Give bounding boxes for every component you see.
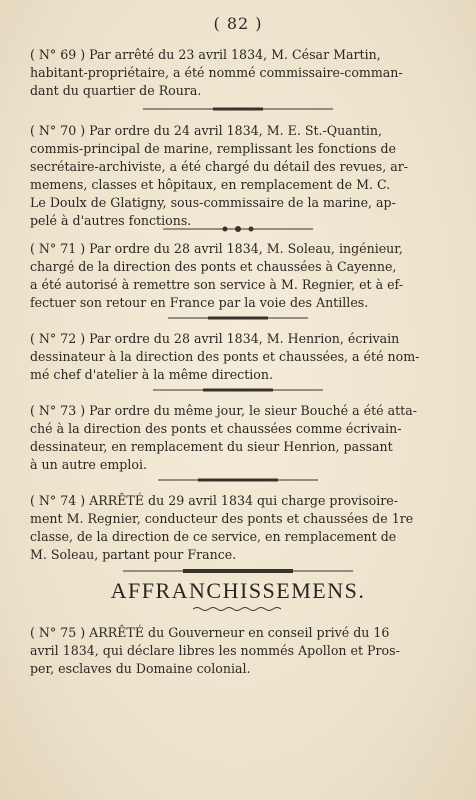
entry-line: fectuer son retour en France par la voie des Antilles.: [30, 295, 369, 310]
entry-72: [30, 330, 454, 384]
entry-line: chargé de la direction des ponts et chaussées à Cayenne,: [30, 259, 397, 274]
entry-line: secrétaire-archiviste, a été chargé du détail des revues, ar-: [30, 159, 409, 174]
entry-line: ( N° 71 ) Par ordre du 28 avril 1834, M. Soleau, ingénieur,: [30, 241, 403, 256]
entry-74: [30, 492, 454, 564]
entry-line: dessinateur à la direction des ponts et chaussées, a été nom-: [30, 349, 420, 364]
entry-line: ché à la direction des ponts et chaussées comme écrivain-: [30, 421, 402, 436]
entry-69: [30, 46, 454, 100]
section-heading: AFFRANCHISSEMENS.: [110, 578, 366, 603]
entry-75: [30, 624, 454, 678]
entry-70: [30, 122, 454, 230]
entry-line: à un autre emploi.: [30, 457, 147, 472]
entry-line: ( N° 72 ) Par ordre du 28 avril 1834, M. Henrion, écrivain: [30, 331, 400, 346]
entry-line: classe, de la direction de ce service, en remplacement de: [30, 529, 397, 544]
entry-line: mé chef d'atelier à la même direction.: [30, 367, 274, 382]
entry-line: pelé à d'autres fonctions.: [30, 213, 192, 228]
entry-line: a été autorisé à remettre son service à M. Regnier, et à ef-: [30, 277, 404, 292]
entry-line: ( N° 69 ) Par arrêté du 23 avril 1834, M. César Martin,: [30, 47, 381, 62]
page-number: ( 82 ): [213, 14, 263, 33]
entry-line: ( N° 74 ) ARRÊTÉ du 29 avril 1834 qui charge provisoire-: [30, 493, 399, 508]
entry-71: [30, 240, 454, 312]
entry-73: [30, 402, 454, 474]
entry-line: per, esclaves du Domaine colonial.: [30, 661, 251, 676]
section-divider: [0, 313, 476, 323]
entry-line: Le Doulx de Glatigny, sous-commissaire de la marine, ap-: [30, 195, 396, 210]
section-divider: [0, 104, 476, 114]
section-divider: [0, 385, 476, 395]
entry-line: ment M. Regnier, conducteur des ponts et chaussées de 1re: [30, 511, 414, 526]
heading-ornament: [0, 606, 476, 612]
entry-line: ( N° 70 ) Par ordre du 24 avril 1834, M. E. St.-Quantin,: [30, 123, 383, 138]
entry-line: dessinateur, en remplacement du sieur Henrion, passant: [30, 439, 393, 454]
section-divider: [0, 224, 476, 234]
entry-line: habitant-propriétaire, a été nommé commissaire-comman-: [30, 65, 403, 80]
entry-line: dant du quartier de Roura.: [30, 83, 202, 98]
entry-line: ( N° 75 ) ARRÊTÉ du Gouverneur en conseil privé du 16: [30, 625, 390, 640]
section-divider: [0, 566, 476, 576]
entry-line: M. Soleau, partant pour France.: [30, 547, 237, 562]
section-divider: [0, 475, 476, 485]
entry-line: commis-principal de marine, remplissant les fonctions de: [30, 141, 397, 156]
entry-line: ( N° 73 ) Par ordre du même jour, le sieur Bouché a été atta-: [30, 403, 417, 418]
entry-line: avril 1834, qui déclare libres les nommés Apollon et Pros-: [30, 643, 400, 658]
entry-line: memens, classes et hôpitaux, en remplacement de M. C.: [30, 177, 391, 192]
